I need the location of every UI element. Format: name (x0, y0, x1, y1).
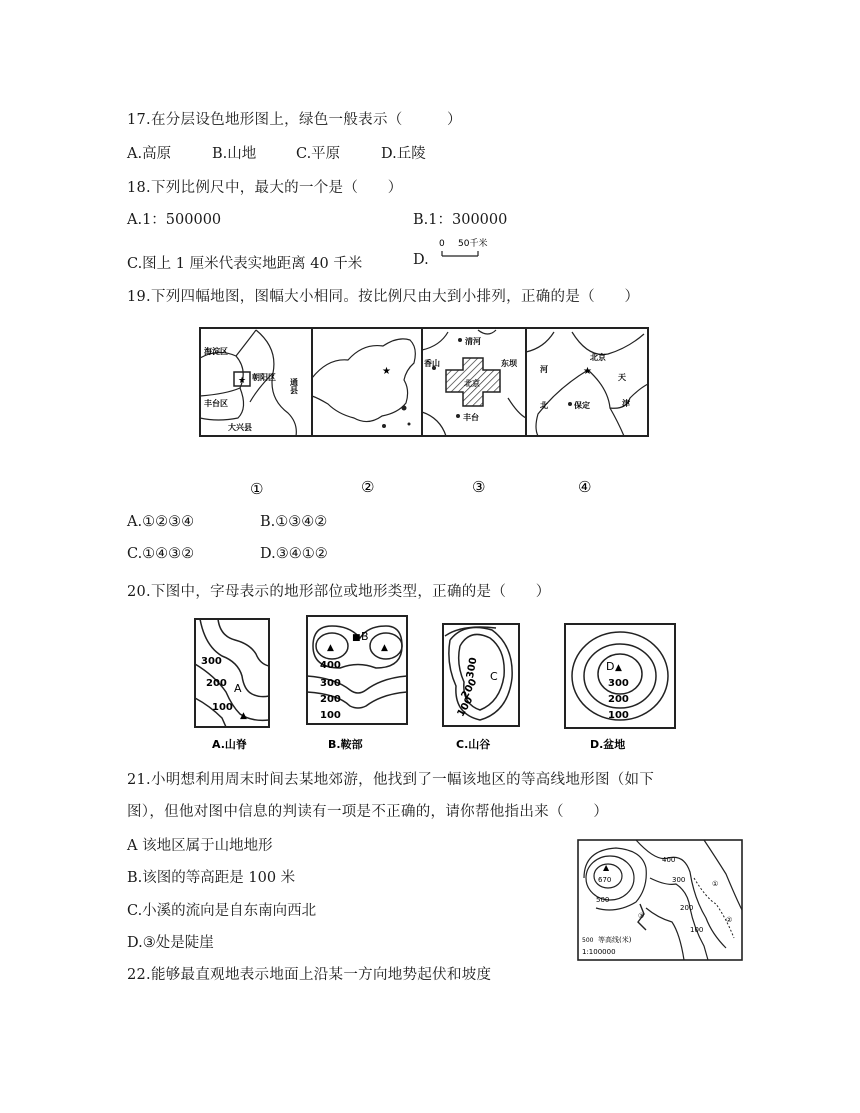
q19-four-maps (178, 318, 658, 508)
q17-option-b: B.山地 (212, 146, 257, 162)
svg-text:★: ★ (238, 376, 247, 386)
map1-label: 丰台区 (204, 399, 228, 408)
q21-option-c: C.小溪的流向是自东南向西北 (127, 903, 317, 919)
map-1-districts (200, 330, 299, 436)
map-3-number: ③ (472, 478, 486, 496)
q18-option-b: B.1：300000 (413, 212, 508, 228)
map-4-hebei (526, 332, 648, 436)
q21-option-a: A 该地区属于山地地形 (127, 838, 273, 854)
q21-stem-line1: 21.小明想利用周末时间去某地郊游，他找到了一幅该地区的等高线地形图（如下 (127, 772, 655, 788)
svg-text:■: ■ (352, 633, 361, 643)
svg-text:③: ③ (638, 912, 645, 920)
map-1-number: ① (250, 480, 264, 498)
figB-letter: B (361, 630, 369, 643)
map-contour-500: 500 (596, 896, 610, 904)
map-legend-value: 500 (582, 937, 594, 944)
figA-caption: A.山脊 (212, 738, 247, 751)
map-legend: 等高线(米) (598, 936, 632, 944)
figC-contour: 200 (459, 677, 480, 701)
figA-contour: 100 (212, 702, 233, 713)
q19-option-b: B.①③④② (260, 514, 328, 530)
figB-caption: B.鞍部 (328, 738, 363, 751)
map-contour-300: 300 (672, 876, 686, 884)
line-scale-bar (436, 236, 496, 262)
map1-label: 通县 (289, 378, 299, 394)
map4-label: 保定 (574, 401, 590, 410)
figD-contour: 300 (608, 678, 629, 689)
map3-label: 香山 (424, 359, 440, 368)
figC-letter: C (490, 670, 498, 683)
q21-stem-line2: 图），但他对图中信息的判读有一项是不正确的，请你帮他指出来（ ） (127, 804, 609, 820)
q21-option-b: B.该图的等高距是 100 米 (127, 870, 296, 886)
map-4-number: ④ (578, 478, 592, 496)
map-2-number: ② (361, 478, 375, 496)
q17-stem: 17.在分层设色地形图上，绿色一般表示（ ） (127, 112, 462, 128)
map3-label: 清河 (465, 337, 481, 346)
figB-contour: 200 (320, 694, 341, 705)
figD-letter: D (606, 660, 615, 673)
q18-option-d: D. (413, 252, 429, 268)
map-contour-400: 400 (662, 856, 676, 864)
svg-text:★: ★ (583, 366, 592, 377)
map3-label: 东坝 (501, 359, 517, 368)
q17-option-d: D.丘陵 (381, 146, 426, 162)
figA-contour: 200 (206, 678, 227, 689)
q21-contour-map (576, 838, 746, 964)
q21-option-d: D.③处是陡崖 (127, 935, 214, 951)
map4-label: 天 (618, 373, 626, 382)
map1-label: 朝阳区 (252, 373, 276, 382)
map1-label: 海淀区 (204, 347, 228, 356)
q18-option-a: A.1：500000 (127, 212, 222, 228)
q20-stem: 20.下图中，字母表示的地形部位或地形类型，正确的是（ ） (127, 584, 551, 600)
q17-option-c: C.平原 (296, 146, 341, 162)
svg-text:②: ② (726, 916, 733, 924)
map4-label: 北 (540, 401, 548, 410)
figB-contour: 300 (320, 678, 341, 689)
map1-label: 大兴县 (228, 423, 252, 432)
map-peak-height: 670 (598, 876, 612, 884)
map3-label: 北京 (464, 379, 480, 388)
svg-text:★: ★ (382, 366, 391, 377)
figA-letter: A (234, 682, 242, 695)
figD-contour: 200 (608, 694, 629, 705)
q19-option-a: A.①②③④ (127, 514, 195, 530)
figD-caption: D.盆地 (590, 738, 626, 751)
map4-label: 津 (622, 399, 630, 408)
q19-option-c: C.①④③② (127, 546, 195, 562)
figA-contour: 300 (201, 656, 222, 667)
q17-option-a: A.高原 (127, 146, 172, 162)
q18-option-c: C.图上 1 厘米代表实地距离 40 千米 (127, 256, 363, 272)
q18-stem: 18.下列比例尺中，最大的一个是（ ） (127, 180, 403, 196)
scale-label: 50千米 (458, 239, 488, 249)
figD-contour: 100 (608, 710, 629, 721)
map-contour-100: 100 (690, 926, 704, 934)
scale-zero: 0 (439, 239, 445, 249)
map4-label: 河 (540, 365, 548, 374)
map-3-beijing (422, 330, 526, 436)
q20-contour-figures (160, 606, 700, 756)
map-2-china-outline (312, 339, 415, 428)
map-scale: 1:100000 (582, 948, 616, 956)
svg-text:①: ① (712, 880, 719, 888)
svg-text:▲: ▲ (381, 643, 388, 653)
q22-stem: 22.能够最直观地表示地面上沿某一方向地势起伏和坡度 (127, 967, 492, 983)
svg-text:▲: ▲ (240, 711, 247, 721)
figC-caption: C.山谷 (456, 738, 491, 751)
map-contour-200: 200 (680, 904, 694, 912)
svg-text:▲: ▲ (615, 663, 622, 673)
figB-contour: 100 (320, 710, 341, 721)
map3-label: 丰台 (463, 413, 479, 422)
figB-contour: 400 (320, 660, 341, 671)
q19-option-d: D.③④①② (260, 546, 328, 562)
q19-stem: 19.下列四幅地图，图幅大小相同。按比例尺由大到小排列，正确的是（ ） (127, 289, 640, 305)
svg-text:▲: ▲ (603, 863, 610, 872)
figC-contour: 100 (455, 695, 476, 719)
svg-text:▲: ▲ (327, 643, 334, 653)
figC-contour: 300 (465, 656, 480, 680)
map4-label: 北京 (590, 353, 606, 362)
